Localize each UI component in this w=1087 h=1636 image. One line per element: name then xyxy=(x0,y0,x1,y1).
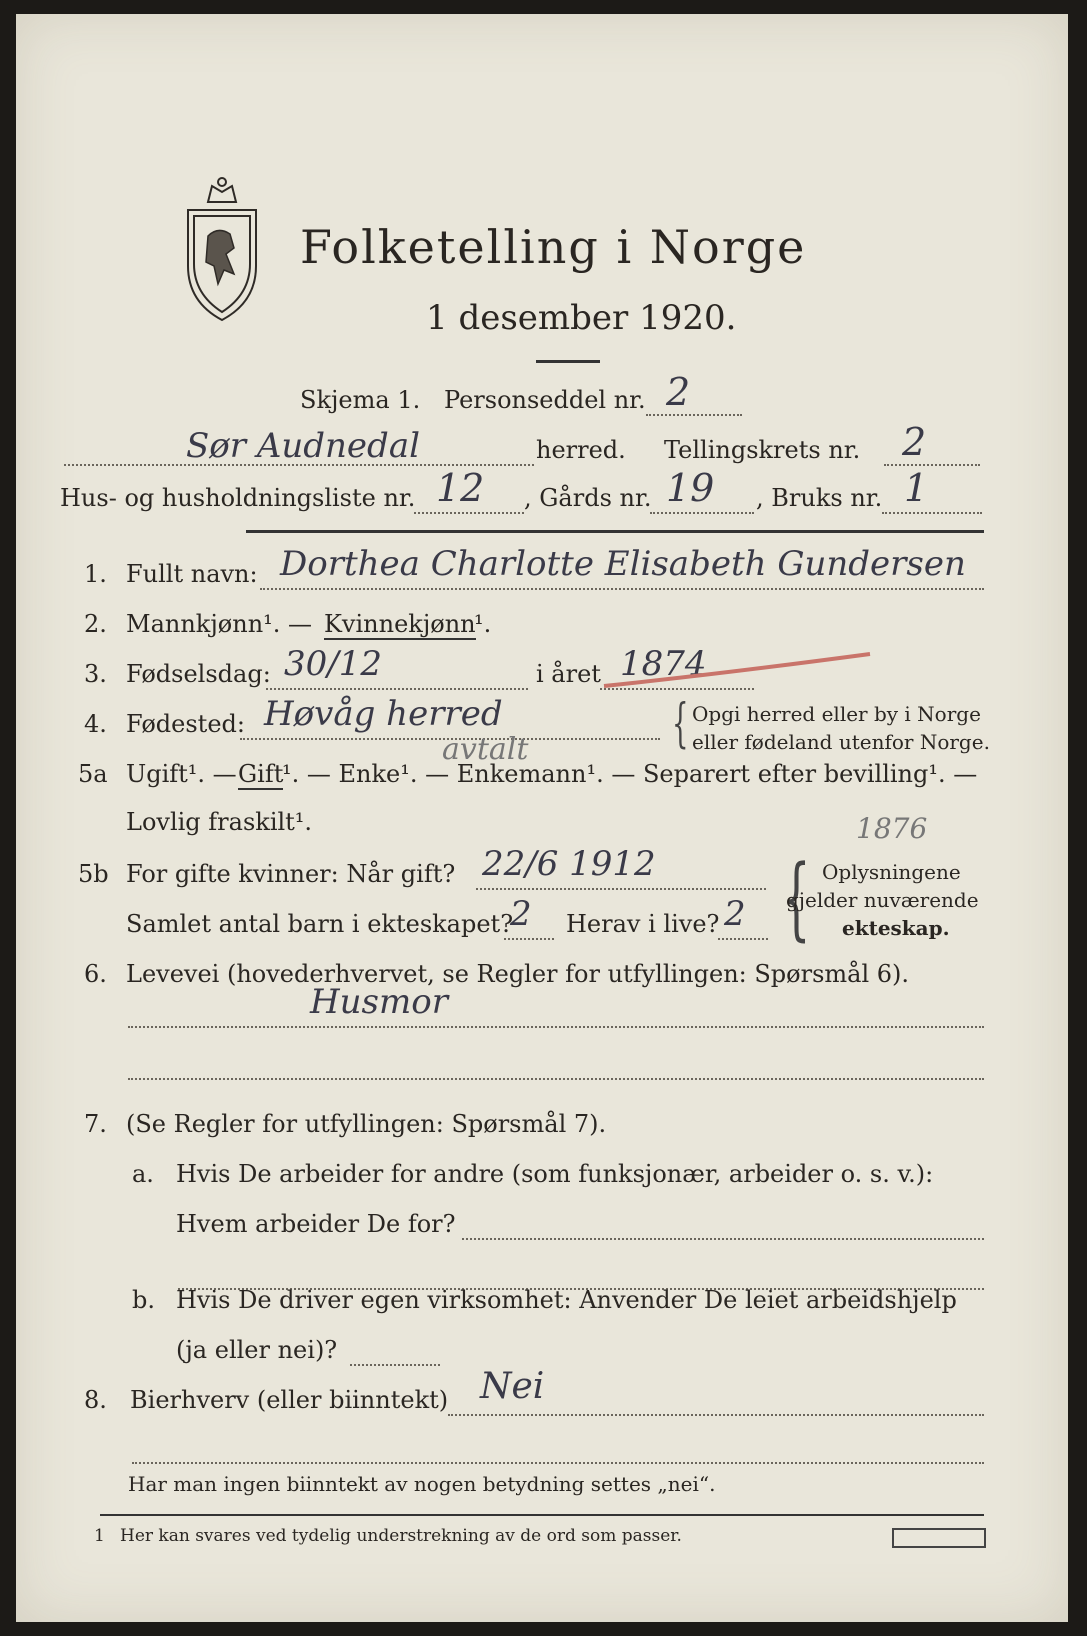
q8-label: Bierhverv (eller biinntekt) xyxy=(130,1386,449,1414)
q4-number: 4. xyxy=(84,710,107,738)
q5b-pencil-annotation: 1876 xyxy=(856,812,928,845)
q2-kvinnekjonn: Kvinnekjønn xyxy=(324,610,476,638)
gards-line xyxy=(650,512,754,514)
q5a-ugift: Ugift¹. — xyxy=(126,760,237,788)
q4-brace: { xyxy=(672,694,689,754)
bruks-label: , Bruks nr. xyxy=(756,484,883,512)
herred-value: Sør Audnedal xyxy=(186,426,420,466)
title-divider xyxy=(536,360,600,363)
hus-value: 12 xyxy=(436,466,485,510)
q7-number: 7. xyxy=(84,1110,107,1138)
q3-aret-label: i året xyxy=(536,660,601,688)
q5b-live-line xyxy=(718,938,768,940)
skjema-label: Skjema 1. xyxy=(300,386,421,414)
q8-value: Nei xyxy=(480,1366,545,1407)
hus-label: Hus- og husholdningsliste nr. xyxy=(60,484,416,512)
q5b-live-label: Herav i live? xyxy=(566,910,720,938)
census-form-sheet xyxy=(16,14,1068,1622)
q5a-gift: Gift xyxy=(238,760,284,788)
q5b-barn-value: 2 xyxy=(510,894,532,934)
personseddel-value: 2 xyxy=(666,370,691,414)
q2-mannkjonn: Mannkjønn¹. — xyxy=(126,610,313,638)
q6-value: Husmor xyxy=(310,982,448,1022)
q5b-note-line1: Oplysningene xyxy=(822,860,961,884)
q3-value: 30/12 xyxy=(284,644,382,684)
q3-day-line xyxy=(266,688,528,690)
biinntekt-note: Har man ingen biinntekt av nogen betydning settes „nei“. xyxy=(128,1472,716,1496)
q3-number: 3. xyxy=(84,660,107,688)
q5a-number: 5a xyxy=(78,760,108,788)
q7a-line1 xyxy=(462,1238,984,1240)
printer-stamp xyxy=(892,1528,986,1548)
q5b-married-value: 22/6 1912 xyxy=(482,844,656,884)
q4-label: Fødested: xyxy=(126,710,245,738)
q1-number: 1. xyxy=(84,560,107,588)
q8-line2 xyxy=(132,1462,984,1464)
q4-note-line1: Opgi herred eller by i Norge xyxy=(692,702,981,726)
q7b-line xyxy=(350,1364,440,1366)
header-rule xyxy=(246,530,984,533)
bruks-line xyxy=(882,512,982,514)
herred-label: herred. xyxy=(536,436,626,464)
q5b-barn-line xyxy=(504,938,554,940)
q8-line1 xyxy=(448,1414,984,1416)
q5b-live-value: 2 xyxy=(724,894,746,934)
q3-label: Fødselsdag: xyxy=(126,660,271,688)
q7-label: (Se Regler for utfyllingen: Spørsmål 7). xyxy=(126,1110,607,1138)
q8-number: 8. xyxy=(84,1386,107,1414)
q6-line1 xyxy=(128,1026,984,1028)
footnote-text: Her kan svares ved tydelig understrekning av de ord som passer. xyxy=(120,1526,682,1546)
q2-number: 2. xyxy=(84,610,107,638)
q3-year-value: 1874 xyxy=(620,644,707,684)
personseddel-label: Personseddel nr. xyxy=(444,386,646,414)
q5b-barn-label: Samlet antal barn i ekteskapet? xyxy=(126,910,514,938)
q6-number: 6. xyxy=(84,960,107,988)
tellingskrets-line xyxy=(884,464,980,466)
tellingskrets-value: 2 xyxy=(902,420,927,464)
q6-line2 xyxy=(128,1078,984,1080)
q5b-note-line3: ekteskap. xyxy=(842,916,950,940)
q7b-label: Hvis De driver egen virksomhet: Anvender De leiet arbeidshjelp xyxy=(176,1286,957,1314)
footnote-mark: 1 xyxy=(94,1526,105,1546)
q5b-married-line xyxy=(476,888,766,890)
gards-label: , Gårds nr. xyxy=(524,484,652,512)
q5a-fraskilt: Lovlig fraskilt¹. xyxy=(126,808,313,836)
q7a-letter: a. xyxy=(132,1160,154,1188)
tellingskrets-label: Tellingskrets nr. xyxy=(664,436,861,464)
page-title: Folketelling i Norge xyxy=(300,220,807,274)
q4-value: Høvåg herred xyxy=(264,694,503,734)
red-pencil-stroke xyxy=(600,646,880,706)
q5b-note-line2: gjelder nuværende xyxy=(786,888,979,912)
census-date: 1 desember 1920. xyxy=(426,298,737,338)
q5b-brace: { xyxy=(782,846,811,951)
q2-footnote-mark: ¹. xyxy=(474,610,492,638)
q5b-label: For gifte kvinner: Når gift? xyxy=(126,860,456,888)
q6-label: Levevei (hovederhvervet, se Regler for utfyllingen: Spørsmål 6). xyxy=(126,960,910,988)
q7b-sub-label: (ja eller nei)? xyxy=(176,1336,338,1364)
q1-value: Dorthea Charlotte Elisabeth Gundersen xyxy=(280,544,966,584)
q7b-letter: b. xyxy=(132,1286,155,1314)
q1-line xyxy=(260,588,984,590)
gards-value: 19 xyxy=(666,466,715,510)
footnote-rule xyxy=(100,1514,984,1516)
q7a-sub-label: Hvem arbeider De for? xyxy=(176,1210,456,1238)
q7a-label: Hvis De arbeider for andre (som funksjonær, arbeider o. s. v.): xyxy=(176,1160,934,1188)
q5a-options: ¹. — Enke¹. — Enkemann¹. — Separert efter bevilling¹. — xyxy=(282,760,978,788)
q5b-number: 5b xyxy=(78,860,109,888)
q5a-pencil-annotation: avtalt xyxy=(442,732,529,767)
q1-label: Fullt navn: xyxy=(126,560,258,588)
personseddel-line xyxy=(646,414,742,416)
bruks-value: 1 xyxy=(904,466,929,510)
q4-note-line2: eller fødeland utenfor Norge. xyxy=(692,730,990,754)
hus-line xyxy=(414,512,524,514)
norway-coat-of-arms-icon xyxy=(178,174,266,324)
